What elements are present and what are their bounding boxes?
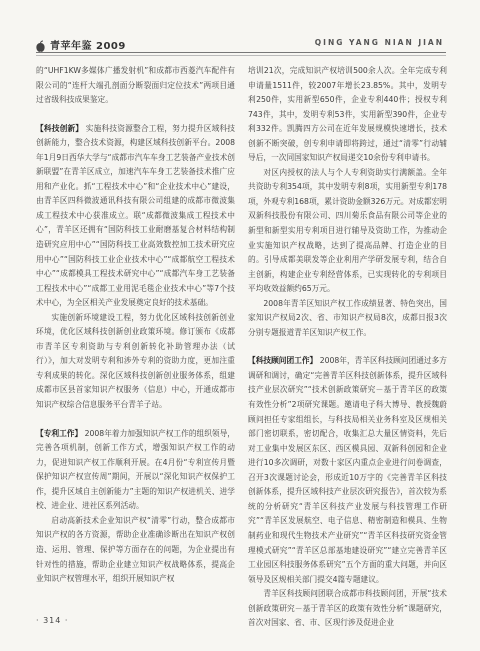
apple-logo-icon — [34, 38, 47, 51]
paragraph: 对区内授权的法人与个人专利资助实行满额盖。全年共资助专利354项，其中发明专利8项，实用新型专利178项，外观专利168项，累计资助金额326万元。对成都宏明双新科技股份有限公司、四川菊乐食品有限公司等企业的新型和新型实用专利项目进行辅导及资助工作，为推动企业实施知识产权战略，达到了提高品牌、打造企业的目的。引导成都美联发等企业利用产学研发展专利，结合自主创新，构建企业专利经营体系，已实现转化的专利项目平均收效益额约65万元。 — [248, 167, 447, 294]
paragraph: 2008年青羊区知识产权工作成绩显著、特色突出，国家知识产权局2次、省、市知识产权局8次，成都日报3次分别专题报道青羊区知识产权工作。 — [248, 298, 447, 337]
paragraph: 的“UHF1KW多媒体广播发射机”和成都市西菱汽车配件有限公司的“连杆大端孔剖面分断裂面归定位技术”两项目通过省级科技成果鉴定。 — [36, 66, 235, 105]
header-divider — [36, 52, 446, 53]
yearbook-pinyin: QING YANG NIAN JIAN — [314, 38, 444, 47]
paragraph-patent-work — [36, 427, 235, 514]
yearbook-title: 青苹年鉴 2009 — [50, 41, 126, 52]
paragraph-advisory-group — [248, 354, 447, 587]
section-text: 实施科技资源整合工程，努力提升区域科技创新能力，整合技术资源，构建区域科技创新平台。2008年1月9日西华大学与“成都市汽车车身工艺装备产业技术创新联盟”在青羊区成立，加速汽车车身工艺装备技术推广应用和产业化。抓“工程技术中心”和“企业技术中心”建设，由青羊区四科微波通讯科技有限公司组建的成都市微波集成工程技术中心获准成立。联“成都微波集成工程技术中心”，青羊区还拥有“国防科技工业耐磨基复合材料结构制造研究应用中心”“国防科技工业高效数控加工技术研究应用中心”“国防科技工业企业技术中心”“成都航空工程技术中心”“成都模具工程技术研究中心”“成都汽车身工艺装备工程技术中心”“成都工业用泥毛毯企业技术中心”等7个技术中心，为全区相关产业发展奠定良好的技术基础。 — [36, 123, 235, 308]
header-divider-thin — [36, 55, 446, 56]
page-number: · 314 · — [36, 616, 69, 625]
paragraph: 实施创新环境建设工程，努力优化区域科技创新创业环境，优化区域科技创新创业政策环境。修订颁布《成都市青羊区专利资助与专利创新转化补助管理办法（试行）》，加大对发明专利和涉外专利的资助力度，更加注重专利成果的转化。深化区域科技创新创业服务体系，组建成都市区县首家知识产权服务（信息）中心，开通成都市知识产权综合信息服务平台青羊子站。 — [36, 312, 235, 410]
paragraph-tech-innovation — [36, 122, 235, 311]
paragraph: 培训21次，完成知识产权培训500余人次。全年完成专利申请量1511件，较2007年增长23.85%。其中，发明专利250件，实用新型650件，企业专利440件；授权专利743件，其中，发明专利53件，实用新型390件，企业专利332件。凯腾四方公司在近年发展规模快速增长，技术创新不断突破，创专利申请即将跨过，通过“清零”行动辅导后，一次同国家知识产权局递交10余份专利申请书。 — [248, 66, 447, 163]
section-text: 2008年着力加强知识产权工作的组织领导，完善各项机制，创新工作方式，增强知识产权工作的动力，促进知识产权工作顺利开展。在4月份“专利宣传月暨保护知识产权宣传周”期间，开展以“深化知识产权保护工作，提升区域自主创新能力”主题的知识产权进机关、进学校、进企业、进社区系列活动。 — [36, 428, 235, 511]
paragraph: 青羊区科技顾问团联合成都市科技顾问团，开展“技术创新政策研究－基于青羊区的政策有效性分析”课题研究，首次对国家、省、市、区现行涉及促进企业 — [248, 589, 447, 628]
left-column — [36, 64, 235, 587]
page-header — [0, 0, 480, 56]
section-text: 2008年，青羊区科技顾问团通过多方调研和调讨，确定“完善青羊区科技创新体系，提升区域科技产业层次研究”“技术创新政策研究－基于青羊区的政策有效性分析”2项研究课题。邀请电子科大博导、教授魏蔚顾问担任专家组组长，与科技局相关业务科室及区规相关部门密切联系，密切配合，收集汇总大量区情资料，先后对工业集中发展区东区、西区模具园、双新科创园和企业进行10多次调研，对数十家区内重点企业进行问卷调查，召开3次课题讨论会，形成近10万字的《完善青羊区科技创新体系，提升区域科技产业层次研究报告》，首次较为系统的分析研究“青羊区科技产业发展与科技管理工作研究”“青羊区发展航空、电子信息、精密制造和模具、生物制药业和现代生物技术产业研究”“青羊区科技研究资金管理模式研究”“青羊区总部基地建设研究”“建立完善青羊区工业园区科技服务体系研究”五个方面的重大问题，并向区领导及区规相关部门提交4篇专题建议。 — [248, 356, 447, 584]
section-label: 【专利工作】 — [36, 428, 83, 438]
right-column — [248, 64, 447, 631]
paragraph: 启动高新技术企业知识产权“清零”行动，整合成都市知识产权的各方资源，帮助企业准确诊断出在知识产权创造、运用、管理、保护等方面存在的问题，为企业提出有针对性的措施，帮助企业建立知识产权战略体系，提高企业知识产权管理水平，组织开展知识产权 — [36, 515, 235, 584]
section-label: 【科技顾问团工作】 — [248, 356, 318, 366]
section-label: 【科技创新】 — [36, 123, 84, 133]
